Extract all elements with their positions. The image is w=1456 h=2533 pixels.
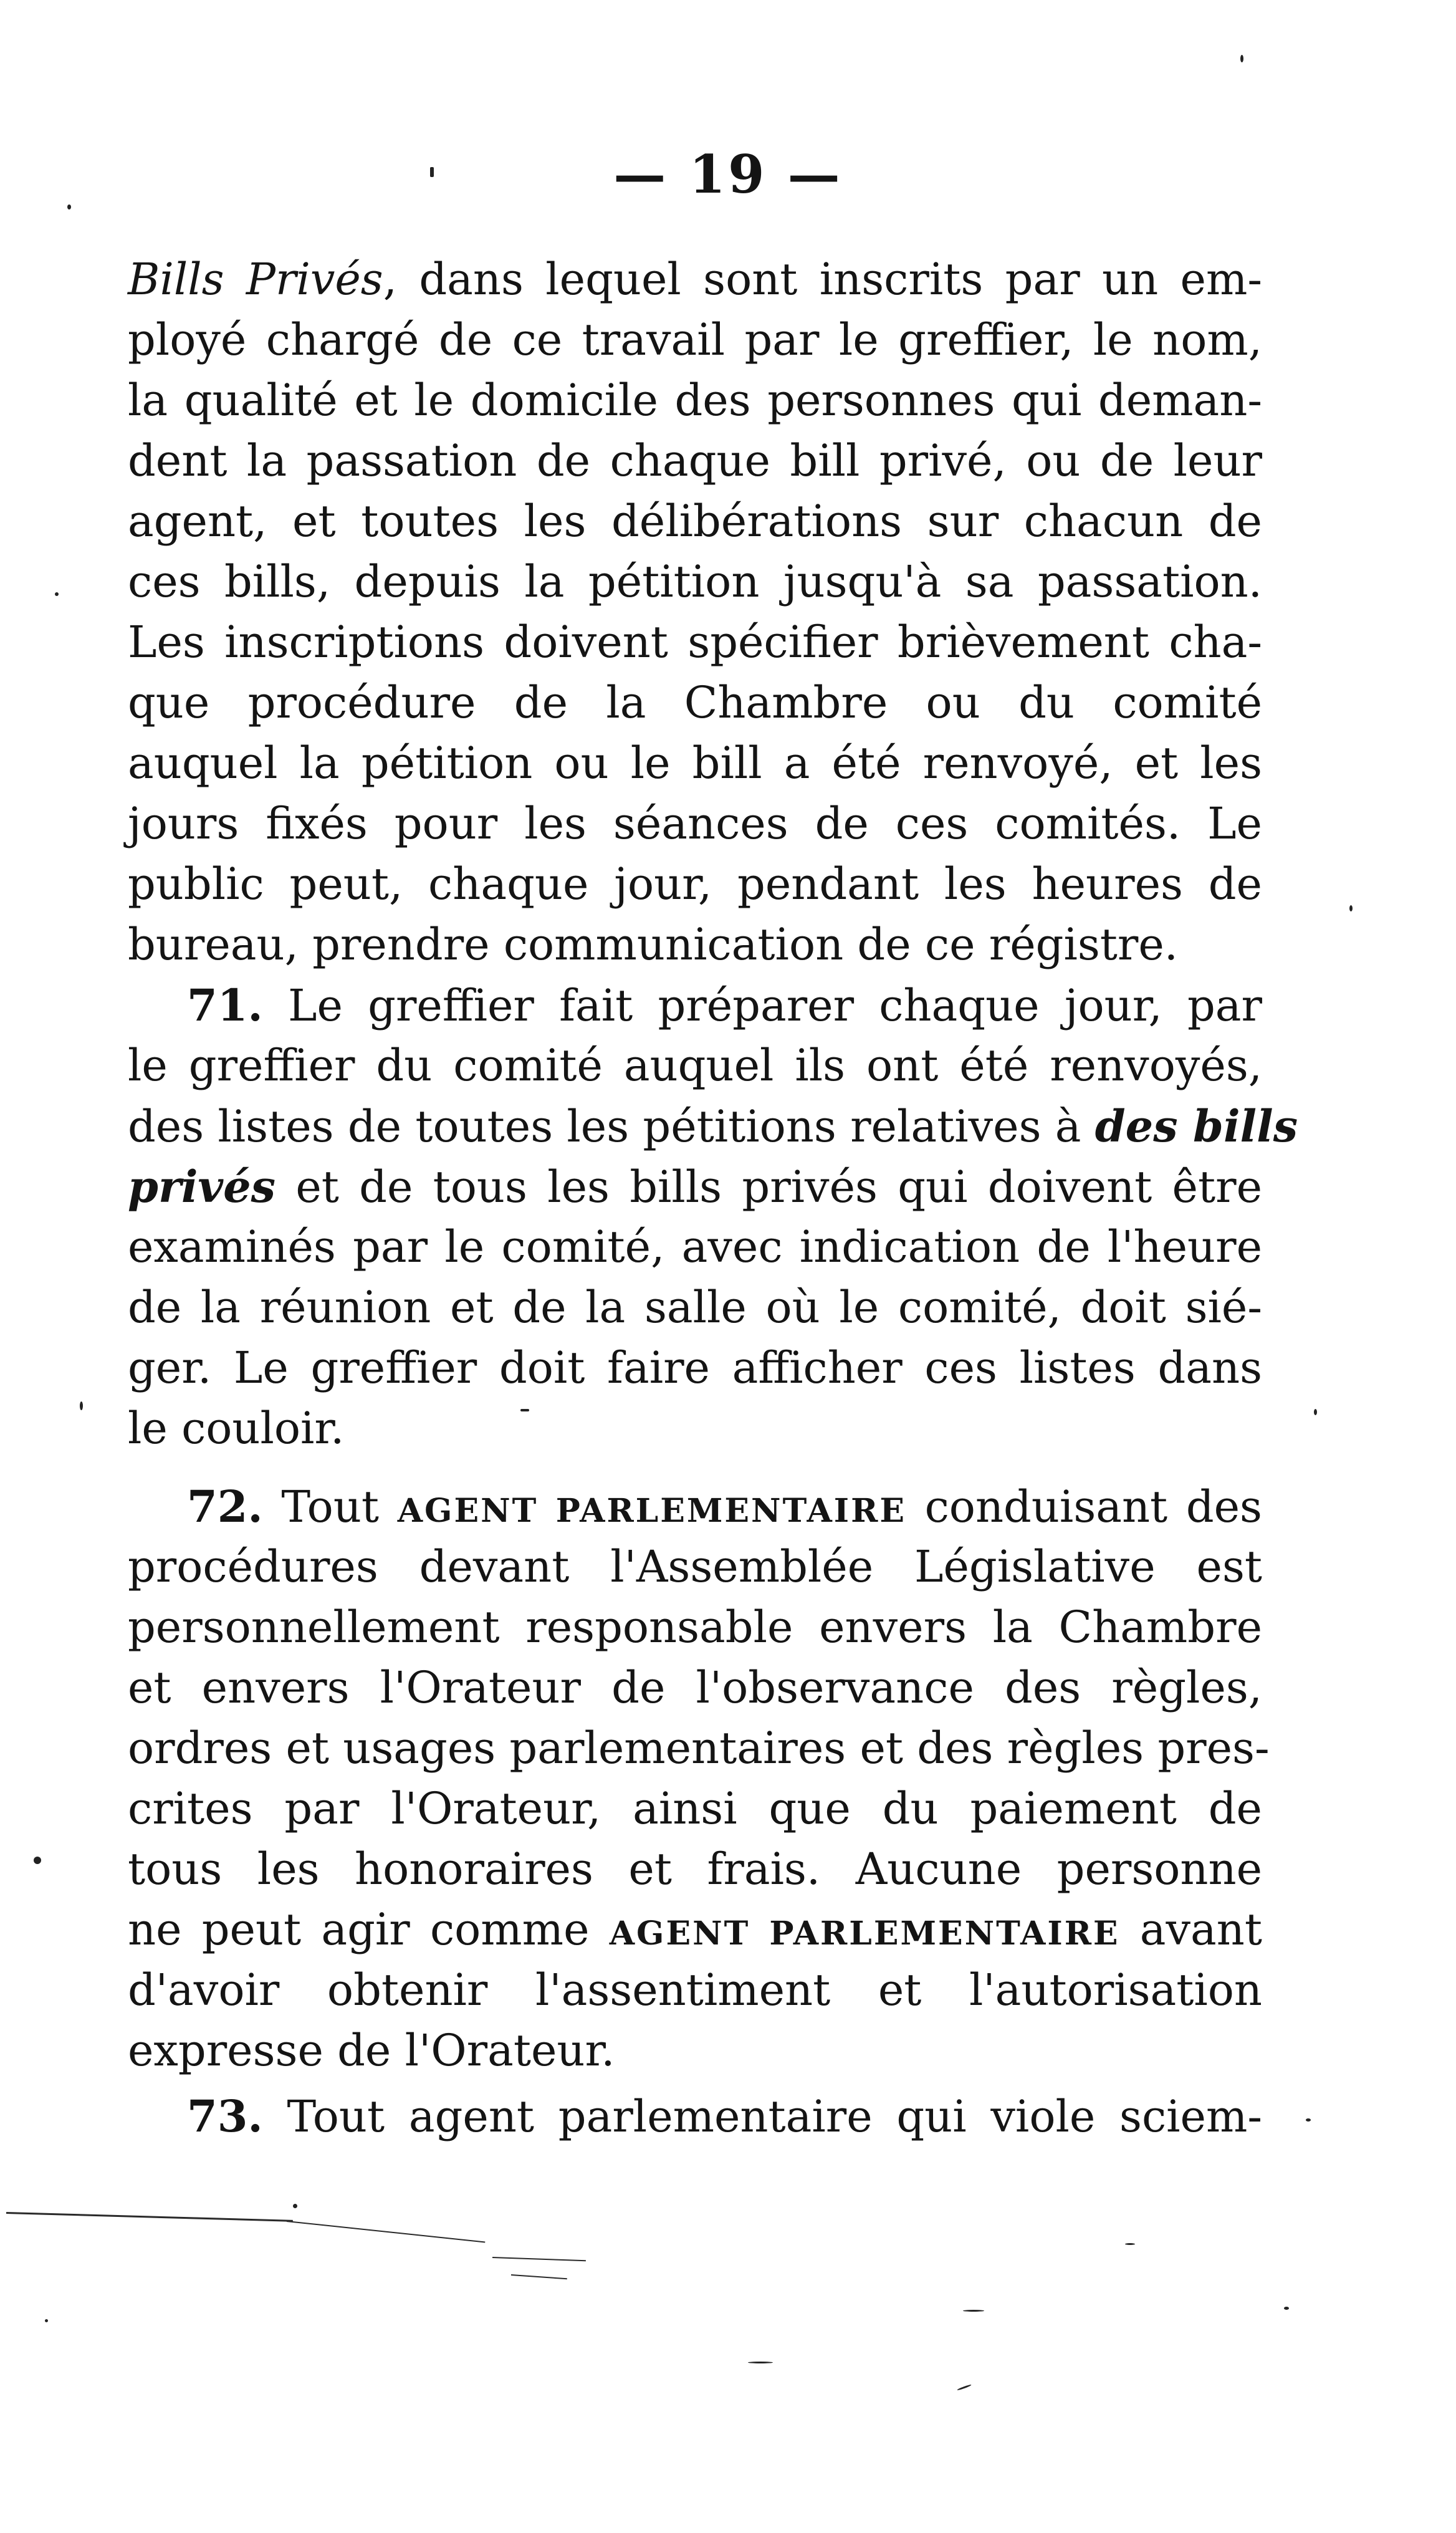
text-run: expresse de l'Orateur. xyxy=(128,2025,615,2076)
speck xyxy=(520,1409,529,1411)
article-number: 72. xyxy=(187,1481,263,1532)
text-line xyxy=(128,1658,1262,1718)
text-run: ces bills, depuis la pétition jusqu'à sa passation. xyxy=(128,556,1262,607)
paragraph-gap xyxy=(128,1459,1262,1476)
text-line xyxy=(128,370,1262,431)
text-line xyxy=(128,1718,1270,1779)
text-line xyxy=(128,975,1262,1036)
text-run: agent, et toutes les délibérations sur chacun de xyxy=(128,496,1262,547)
text-run: des listes de toutes les pétitions relatives à xyxy=(128,1101,1095,1152)
text-run: le couloir. xyxy=(128,1403,345,1454)
speck xyxy=(1284,2307,1289,2310)
small-caps-term: AGENT PARLEMENTAIRE xyxy=(609,1915,1120,1953)
text-run: avant xyxy=(1119,1904,1262,1955)
text-run: auquel la pétition ou le bill a été renvoyé, et les xyxy=(128,738,1262,789)
stray-rule xyxy=(511,2274,567,2279)
speck xyxy=(957,2384,972,2391)
text-line xyxy=(128,1537,1262,1597)
text-run: procédures devant l'Assemblée Législative est xyxy=(128,1541,1262,1592)
text-run: ordres et usages parlementaires et des règles pres- xyxy=(128,1723,1270,1774)
paragraph-71 xyxy=(128,975,1298,1459)
text-line xyxy=(128,249,1262,310)
text-run: la qualité et le domicile des personnes qui deman- xyxy=(128,375,1262,426)
speck xyxy=(293,2204,297,2208)
text-run: d'avoir obtenir l'assentiment et l'autorisation xyxy=(128,1964,1262,2016)
text-line xyxy=(128,733,1262,794)
text-line xyxy=(128,1900,1262,1960)
text-run: examinés par le comité, avec indication de l'heure xyxy=(128,1221,1262,1272)
speck xyxy=(430,167,434,177)
paragraph-70 xyxy=(128,249,1262,975)
speck xyxy=(67,204,71,209)
text-line xyxy=(128,1960,1262,2021)
text-run: crites par l'Orateur, ainsi que du paiement de xyxy=(128,1783,1262,1834)
text-line xyxy=(128,431,1262,491)
text-run: ger. Le greffier doit faire afficher ces listes dans xyxy=(128,1342,1262,1393)
speck xyxy=(80,1401,83,1410)
italic-text: Bills Privés xyxy=(128,254,383,305)
text-line xyxy=(128,2086,1262,2146)
emphasis-text: privés xyxy=(128,1161,276,1213)
text-run: dent la passation de chaque bill privé, ou de leur xyxy=(128,435,1262,486)
text-line xyxy=(128,1156,1262,1217)
speck xyxy=(748,2362,773,2363)
text-run: et envers l'Orateur de l'observance des règles, xyxy=(128,1662,1262,1713)
text-run: Tout xyxy=(262,1481,398,1532)
text-line xyxy=(128,1476,1262,1537)
text-line xyxy=(128,1338,1262,1398)
text-run: public peut, chaque jour, pendant les heures de xyxy=(128,858,1262,910)
paragraph-72 xyxy=(128,1476,1270,2081)
text-run: tous les honoraires et frais. Aucune personne xyxy=(128,1843,1262,1895)
text-run: ne peut agir comme xyxy=(128,1904,610,1955)
text-line xyxy=(128,915,1262,975)
stray-rule xyxy=(287,2221,485,2242)
text-run: jours fixés pour les séances de ces comités. Le xyxy=(128,798,1262,849)
text-line xyxy=(128,1277,1262,1338)
text-line xyxy=(128,2021,1262,2081)
text-line xyxy=(128,854,1262,915)
text-line xyxy=(128,1398,1262,1459)
speck xyxy=(45,2319,48,2322)
text-line xyxy=(128,552,1262,612)
text-line xyxy=(128,1096,1298,1156)
speck xyxy=(55,592,59,596)
speck xyxy=(1240,55,1243,62)
page-number: — 19 — xyxy=(613,143,843,205)
speck xyxy=(34,1857,41,1864)
speck xyxy=(963,2310,984,2312)
speck xyxy=(1306,2118,1311,2122)
text-run: le greffier du comité auquel ils ont été renvoyés, xyxy=(128,1040,1262,1091)
text-line xyxy=(128,673,1262,733)
text-run: Tout agent parlementaire qui viole sciem- xyxy=(262,2091,1262,2142)
text-run: que procédure de la Chambre ou du comité xyxy=(128,677,1262,728)
text-run: et de tous les bills privés qui doivent être xyxy=(275,1161,1262,1213)
text-run: conduisant des xyxy=(906,1481,1262,1532)
text-run: Le greffier fait préparer chaque jour, par xyxy=(262,980,1262,1031)
emphasis-text: des bills xyxy=(1094,1100,1298,1152)
body-text xyxy=(128,249,1298,2146)
text-line xyxy=(128,612,1262,673)
text-run: bureau, prendre communication de ce régistre. xyxy=(128,919,1179,970)
text-line xyxy=(128,1779,1262,1839)
text-run: personnellement responsable envers la Chambre xyxy=(128,1602,1262,1653)
speck xyxy=(1349,905,1353,911)
text-line xyxy=(128,310,1262,370)
text-run: de la réunion et de la salle où le comité, doit sié- xyxy=(128,1282,1262,1333)
text-line xyxy=(128,1036,1262,1096)
article-number: 71. xyxy=(187,979,263,1031)
text-line xyxy=(128,491,1262,552)
text-line xyxy=(128,1217,1262,1277)
text-run: Les inscriptions doivent spécifier brièvement cha- xyxy=(128,617,1262,668)
text-line xyxy=(128,1597,1262,1658)
paragraph-gap xyxy=(128,2081,1262,2086)
text-run: , dans lequel sont inscrits par un em- xyxy=(383,254,1262,305)
small-caps-term: AGENT PARLEMENTAIRE xyxy=(397,1492,906,1530)
stray-rule xyxy=(6,2212,293,2222)
text-line xyxy=(128,794,1262,854)
stray-rule xyxy=(492,2257,586,2261)
speck xyxy=(1125,2243,1135,2245)
speck xyxy=(1314,1409,1317,1415)
text-run: ployé chargé de ce travail par le greffier, le nom, xyxy=(128,314,1262,365)
text-line xyxy=(128,1839,1262,1900)
article-number: 73. xyxy=(187,2090,263,2142)
paragraph-73 xyxy=(128,2086,1262,2146)
